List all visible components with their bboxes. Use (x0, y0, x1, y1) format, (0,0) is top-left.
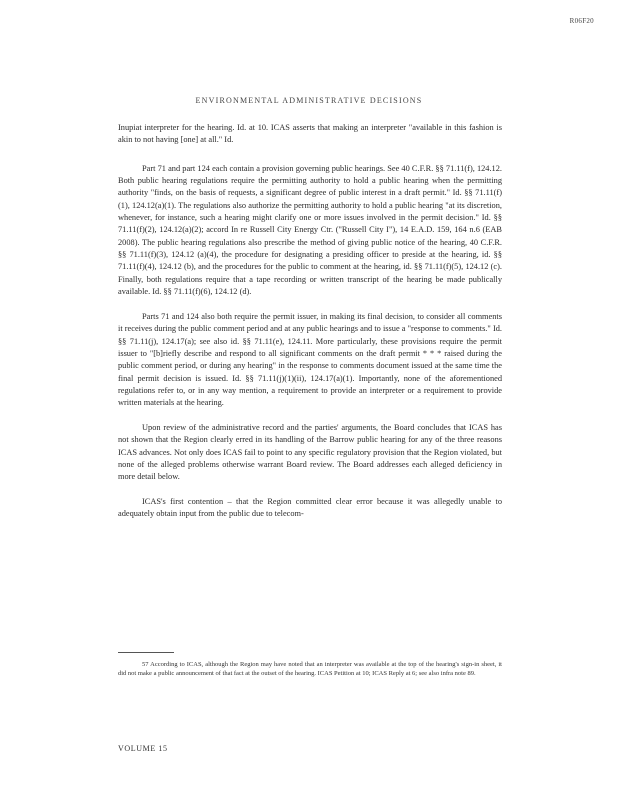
page-identifier: R06F20 (569, 17, 594, 25)
paragraph-response-to-comments: Parts 71 and 124 also both require the permit issuer, in making its final decision, to consider all comments it receives during the public comment period and at any public hearings and to issue a "response to comments." Id. §§ 71.11(j), 124.17(a); see also id. §§ 71.11(e), 124.11. More particularly, these provisions require the permit issuer to "[b]riefly describe and respond to all significant comments on the draft permit * * * raised during the public comment period, or during any hearing" in the response to comments document issued at the same time the final permit decision is issued. Id. §§ 71.11(j)(1)(ii), 124.17(a)(1). Importantly, none of the aforementioned regulations refer to, or in any way mention, a requirement to provide an interpreter or a requirement to provide written materials at the hearing. (118, 311, 502, 408)
paragraph-public-hearings: Part 71 and part 124 each contain a provision governing public hearings. See 40 C.F.R. §§ 71.11(f), 124.12. Both public hearing regulations require the permitting authority to hold a public hearing when the permitting authority "finds, on the basis of requests, a significant degree of public interest in a draft permit." Id. §§ 71.11(f)(1), 124.12(a)(1). The regulations also authorize the permitting authority to hold a public hearing "at its discretion, whenever, for instance, such a hearing might clarify one or more issues involved in the permit decision." Id. §§ 71.11(f)(2), 124.12(a)(2); accord In re Russell City Energy Ctr. ("Russell City I"), 14 E.A.D. 159, 164 n.6 (EAB 2008). The public hearing regulations also prescribe the method of giving public notice of the hearing, 40 C.F.R. §§ 71.11(f)(3), 124.12 (a)(4), the procedure for designating a presiding officer to preside at the hearing, id. §§ 71.11(f)(4), 124.12 (b), and the procedures for the public to comment at the hearing, id. §§ 71.11(f)(5), 124.12 (c). Finally, both regulations require that a tape recording or written transcript of the hearing be made publically available. Id. §§ 71.11(f)(6), 124.12 (d). (118, 163, 502, 297)
paragraph-board-conclusion: Upon review of the administrative record and the parties' arguments, the Board concludes that ICAS has not shown that the Region clearly erred in its handling of the Barrow public hearing for any of the three reasons ICAS advances. Not only does ICAS fail to point to any specific regulatory provision that the Region violated, but none of the alleged problems otherwise warrant Board review. The Board addresses each alleged deficiency in more detail below. (118, 422, 502, 482)
body-text (118, 122, 502, 533)
volume-label: VOLUME 15 (118, 744, 168, 753)
footnote-rule (118, 652, 174, 653)
footnote: 57 According to ICAS, although the Region may have noted that an interpreter was available at the top of the hearing's sign-in sheet, it did not make a public announcement of that fact at the outset of the hearing. ICAS Petition at 10; ICAS Reply at 6; see also infra note 89. (118, 661, 502, 678)
running-head: ENVIRONMENTAL ADMINISTRATIVE DECISIONS (195, 96, 423, 105)
paragraph-continuation: Inupiat interpreter for the hearing. Id. at 10. ICAS asserts that making an interpreter "available in this fashion is akin to not having [one] at all." Id. (118, 123, 502, 145)
paragraph-first-contention: ICAS's first contention – that the Region committed clear error because it was allegedly unable to adequately obtain input from the public due to telecom- (118, 496, 502, 519)
